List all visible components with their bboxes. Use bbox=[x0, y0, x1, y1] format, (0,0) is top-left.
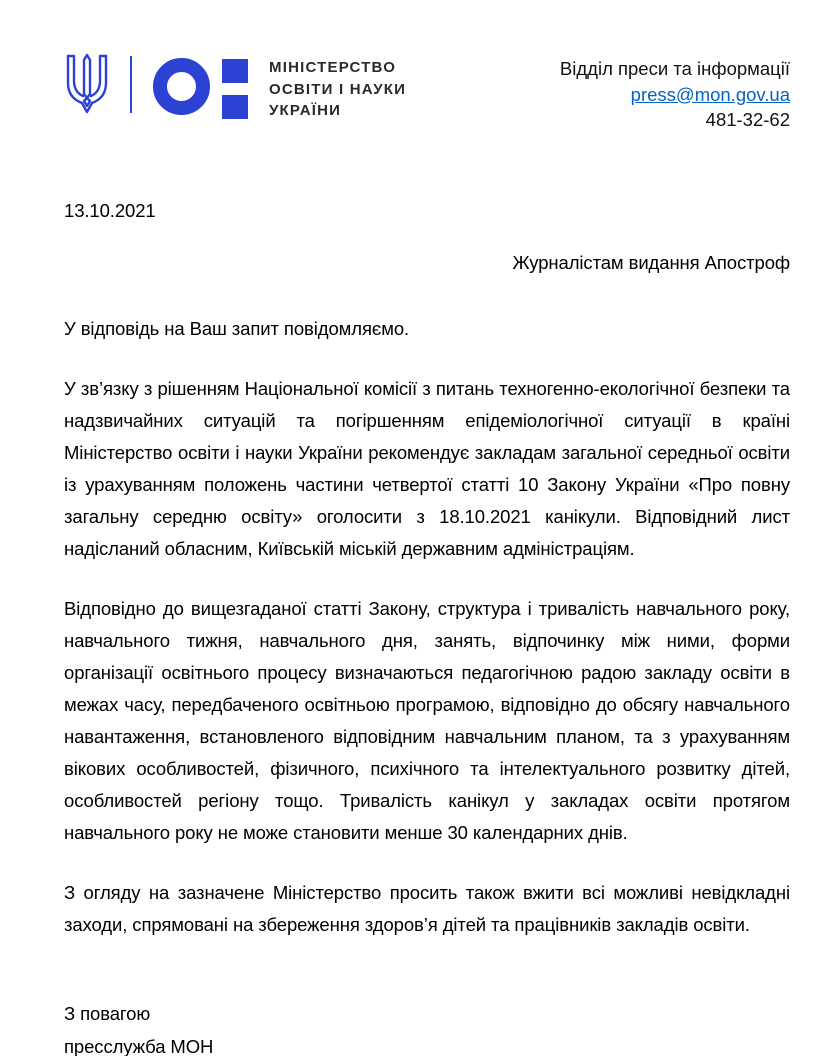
ministry-name-line-2: ОСВІТИ І НАУКИ bbox=[269, 80, 407, 98]
mon-logo-ring bbox=[153, 58, 210, 115]
closing-regards-line: З повагою bbox=[64, 1002, 151, 1024]
paragraph-1: У зв’язку з рішенням Національної комісії з питань техногенно-екологічної безпеки та надзвичайних ситуацій та погіршенням епідеміологічної ситуації в країні Міністерство освіти і науки України рекомендує закладам загальної середньої освіти із урахуванням положень частини четвертої статті 10 Закону України «Про повну загальну середню освіту» оголосити з 18.10.2021 канікули. Відповідний лист надісланий обласним, Київській міській державним адміністраціям. bbox=[64, 377, 790, 559]
ministry-name-line-3: УКРАЇНИ bbox=[269, 102, 342, 119]
letterhead bbox=[64, 52, 790, 133]
press-email-link[interactable]: press@mon.gov.ua bbox=[630, 83, 790, 105]
press-phone: 481-32-62 bbox=[705, 109, 790, 130]
closing-block bbox=[64, 997, 790, 1056]
closing-signature-line: пресслужба МОН bbox=[64, 1035, 214, 1056]
mon-logo-square-bottom bbox=[222, 95, 248, 119]
press-department-label: Відділ преси та інформації bbox=[559, 58, 790, 79]
salutation-line: У відповідь на Ваш запит повідомляємо. bbox=[64, 317, 410, 339]
press-contact-block bbox=[560, 52, 790, 133]
ministry-name bbox=[269, 57, 406, 122]
paragraph-3: З огляду на зазначене Міністерство просить також вжити всі можливі невідкладні заходи, спрямовані на збереження здоров’я дітей та працівників закладів освіти. bbox=[64, 881, 790, 935]
tryzub-coat-of-arms-icon bbox=[64, 52, 110, 118]
mon-logo-colon bbox=[222, 59, 248, 119]
addressee-line: Журналістам видання Апостроф bbox=[512, 251, 790, 273]
ministry-name-line-1: МІНІСТЕРСТВО bbox=[269, 59, 397, 76]
brand-block bbox=[64, 52, 406, 122]
paragraph-2: Відповідно до вищезгаданої статті Закону, структура і тривалість навчального року, навчального тижня, навчального дня, занять, відпочинку між ними, форми організації освітнього процесу визначаються педагогічною радою закладу освіти в межах часу, передбаченого освітньою програмою, відповідно до обсягу навчального навантаження, встановленого відповідним навчальним планом, та з урахуванням вікових особливостей, фізичного, психічного та інтелектуального розвитку дітей, особливостей регіону тощо. Тривалість канікул у закладах освіти протягом навчального року не може становити менше 30 календарних днів. bbox=[64, 597, 790, 843]
brand-divider bbox=[130, 56, 132, 113]
letter-body bbox=[64, 195, 790, 1056]
letter-date: 13.10.2021 bbox=[64, 199, 156, 221]
mon-logo-square-top bbox=[222, 59, 248, 83]
mon-logo-icon bbox=[153, 58, 248, 119]
